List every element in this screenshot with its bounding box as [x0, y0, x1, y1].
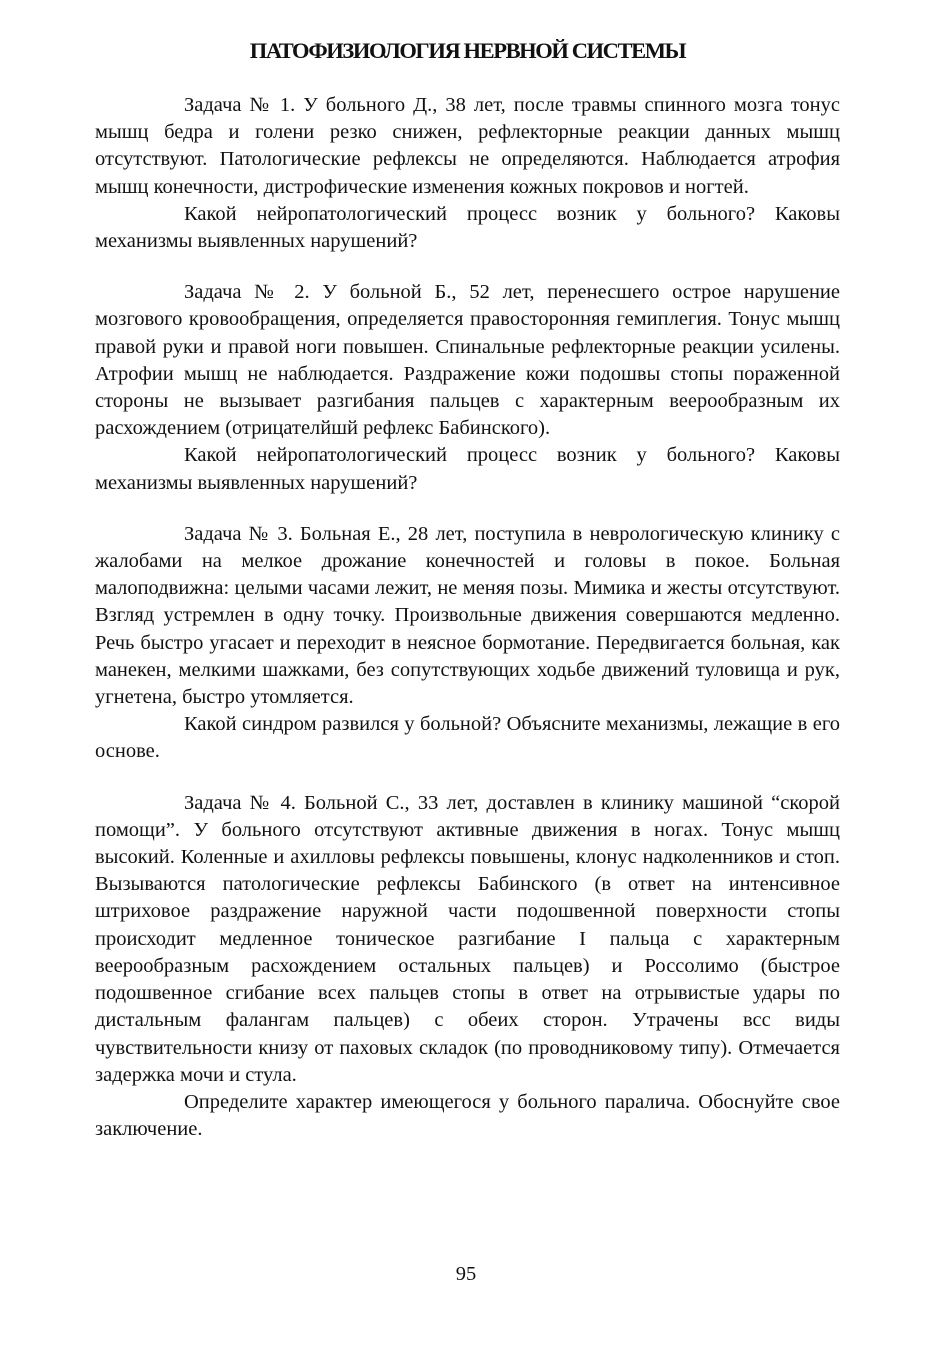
page-number: 95 [455, 1263, 477, 1285]
task-1-question: Какой нейропатологический процесс возник у больного? Каковы механизмы выявленных нарушений? [95, 202, 840, 253]
document-page [95, 36, 840, 1167]
task-4 [95, 790, 840, 1144]
task-4-condition: Задача № 4. Больной С., 33 лет, доставлен в клинику машиной “скорой помощи”. У больного отсутствуют активные движения в ногах. Тонус мышц высокий. Коленные и ахилловы рефлексы повышены, клонус надколенников и стоп. Вызываются патологические рефлексы Бабинского (в ответ на интенсивное штриховое раздражение наружной части подошвенной поверхности стопы происходит медленное тоническое разгибание I пальца с характерным веерообразным расхождением остальных пальцев) и Россолимо (быстрое подошвенное сгибание всех пальцев стопы в ответ на отрывистые удары по дистальным фалангам пальцев) с обеих сторон. Утрачены всс виды чувствительности книзу от паховых складок (по проводниковому типу). Отмечается задержка мочи и стула. [95, 791, 840, 1086]
task-2-condition: Задача № 2. У больной Б., 52 лет, перенесшего острое нарушение мозгового кровообращения, определяется правосторонняя гемиплегия. Тонус мышц правой руки и правой ноги повышен. Спинальные рефлекторные реакции усилены. Атрофии мышц не наблюдается. Раздражение кожи подошвы стопы пораженной стороны не вызывает разгибания пальцев с характерным веерообразным их расхождением (отрицателйшй рефлекс Бабинского). [95, 281, 840, 440]
task-3-question: Какой синдром развился у больной? Объясните механизмы, лежащие в его основе. [95, 713, 840, 763]
task-1-condition: Задача № 1. У больного Д., 38 лет, после травмы спинного мозга тонус мышц бедра и голени резко снижен, рефлекторные реакции данных мышц отсутствуют. Патологические рефлексы не определяются. Наблюдается атрофия мышц конечности, дистрофические изменения кожных покровов и ногтей. [95, 94, 840, 198]
task-2-question: Какой нейропатологический процесс возник у больного? Каковы механизмы выявленных нарушений? [95, 444, 840, 494]
task-3 [95, 521, 840, 766]
task-2 [95, 279, 840, 497]
page-title: ПАТОФИЗИОЛОГИЯ НЕРВНОЙ СИСТЕМЫ [249, 38, 686, 63]
task-1 [95, 92, 840, 255]
task-4-question: Определите характер имеющегося у больного паралича. Обоснуйте свое заключение. [95, 1090, 840, 1141]
task-3-condition: Задача № 3. Больная Е., 28 лет, поступила в неврологическую клинику с жалобами на мелкое дрожание конечностей и головы в покое. Больная малоподвижна: целыми часами лежит, не меняя позы. Мимика и жесты отсутствуют. Взгляд устремлен в одну точку. Произвольные движения совершаются медленно. Речь быстро угасает и переходит в неясное бормотание. Передвигается больная, как манекен, мелкими шажками, без сопутствующих ходьбе движений туловища и рук, угнетена, быстро утомляется. [95, 522, 840, 709]
